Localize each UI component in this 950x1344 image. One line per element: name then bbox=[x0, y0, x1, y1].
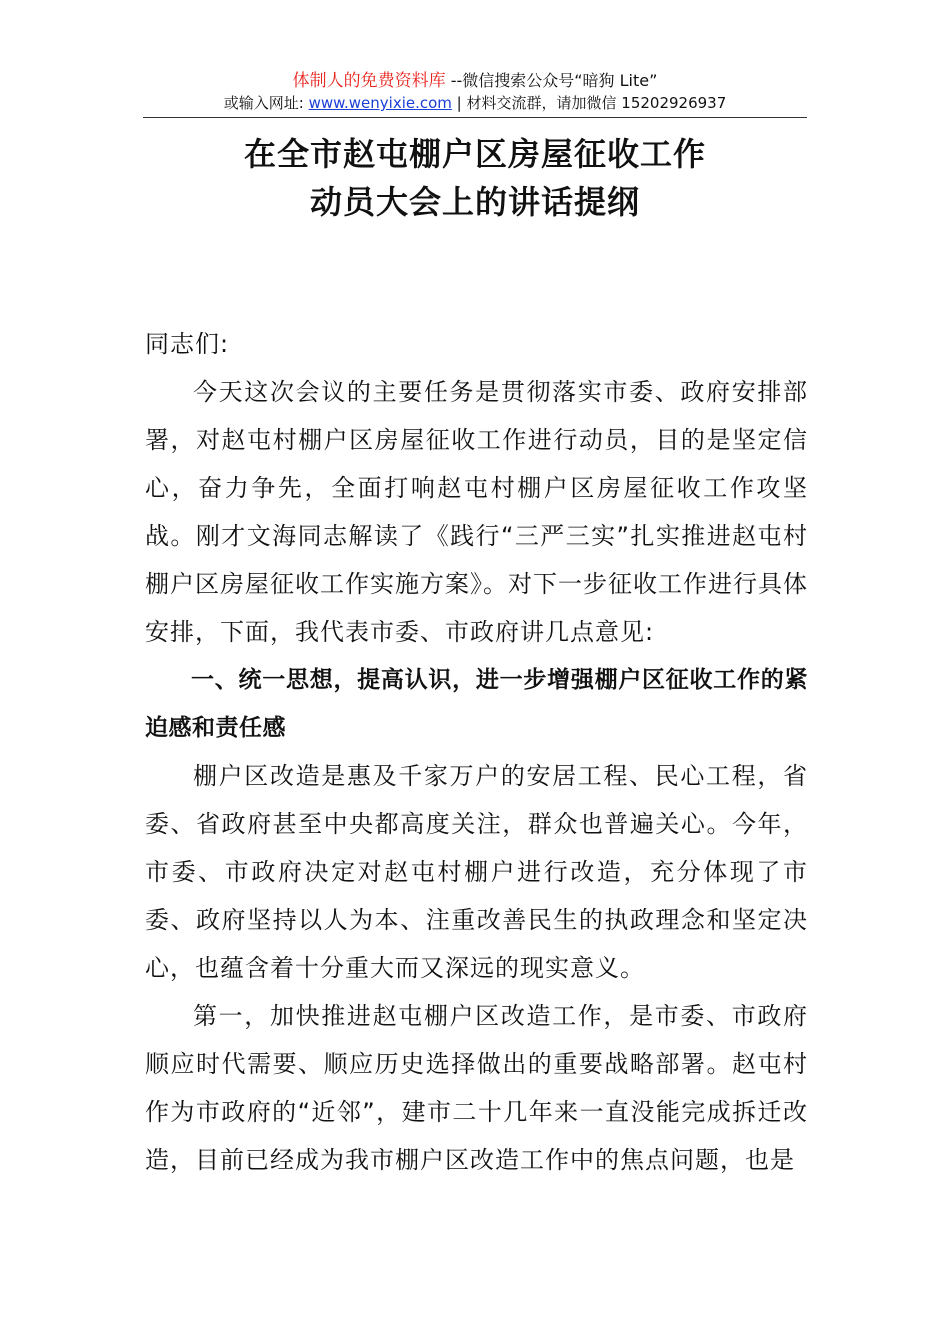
document-body bbox=[145, 320, 808, 1184]
paragraph-shantytown: 棚户区改造是惠及千家万户的安居工程、民心工程，省委、省政府甚至中央都高度关注，群众也普遍关心。今年，市委、市政府决定对赵屯村棚户进行改造，充分体现了市委、政府坚持以人为本、注重改善民生的执政理念和坚定决心，也蕴含着十分重大而又深远的现实意义。 bbox=[145, 762, 808, 982]
header-line-1 bbox=[0, 70, 950, 92]
section-heading-1: 一、统一思想，提高认识，进一步增强棚户区征收工作的紧迫感和责任感 bbox=[145, 667, 808, 741]
header-wechat-hint: --微信搜索公众号“暗狗 Lite” bbox=[445, 71, 658, 90]
paragraph-intro: 今天这次会议的主要任务是贯彻落实市委、政府安排部署，对赵屯村棚户区房屋征收工作进行动员，目的是坚定信心，奋力争先，全面打响赵屯村棚户区房屋征收工作攻坚战。刚才文海同志解读了《践行“三严三实”扎实推进赵屯村棚户区房屋征收工作实施方案》。对下一步征收工作进行具体安排，下面，我代表市委、市政府讲几点意见: bbox=[145, 378, 808, 646]
title-line-2: 动员大会上的讲话提纲 bbox=[309, 183, 640, 221]
header-separator: | bbox=[451, 94, 467, 112]
header-contact: 材料交流群，请加微信 15202926937 bbox=[466, 94, 727, 112]
title-line-1: 在全市赵屯棚户区房屋征收工作 bbox=[243, 135, 706, 173]
greeting: 同志们: bbox=[145, 330, 230, 358]
header-url-link[interactable]: www.wenyixie.com bbox=[308, 94, 452, 112]
header-url-label: 或输入网址: bbox=[223, 94, 309, 112]
document-title bbox=[0, 130, 950, 226]
header-line-2 bbox=[0, 92, 950, 114]
paragraph-first-point: 第一，加快推进赵屯棚户区改造工作，是市委、市政府顺应时代需要、顺应历史选择做出的重要战略部署。赵屯村作为市政府的“近邻”，建市二十几年来一直没能完成拆迁改造，目前已经成为我市棚户区改造工作中的焦点问题，也是 bbox=[145, 1002, 808, 1174]
header-divider bbox=[143, 117, 807, 118]
header-brand: 体制人的免费资料库 bbox=[292, 71, 446, 91]
page-header bbox=[0, 70, 950, 114]
